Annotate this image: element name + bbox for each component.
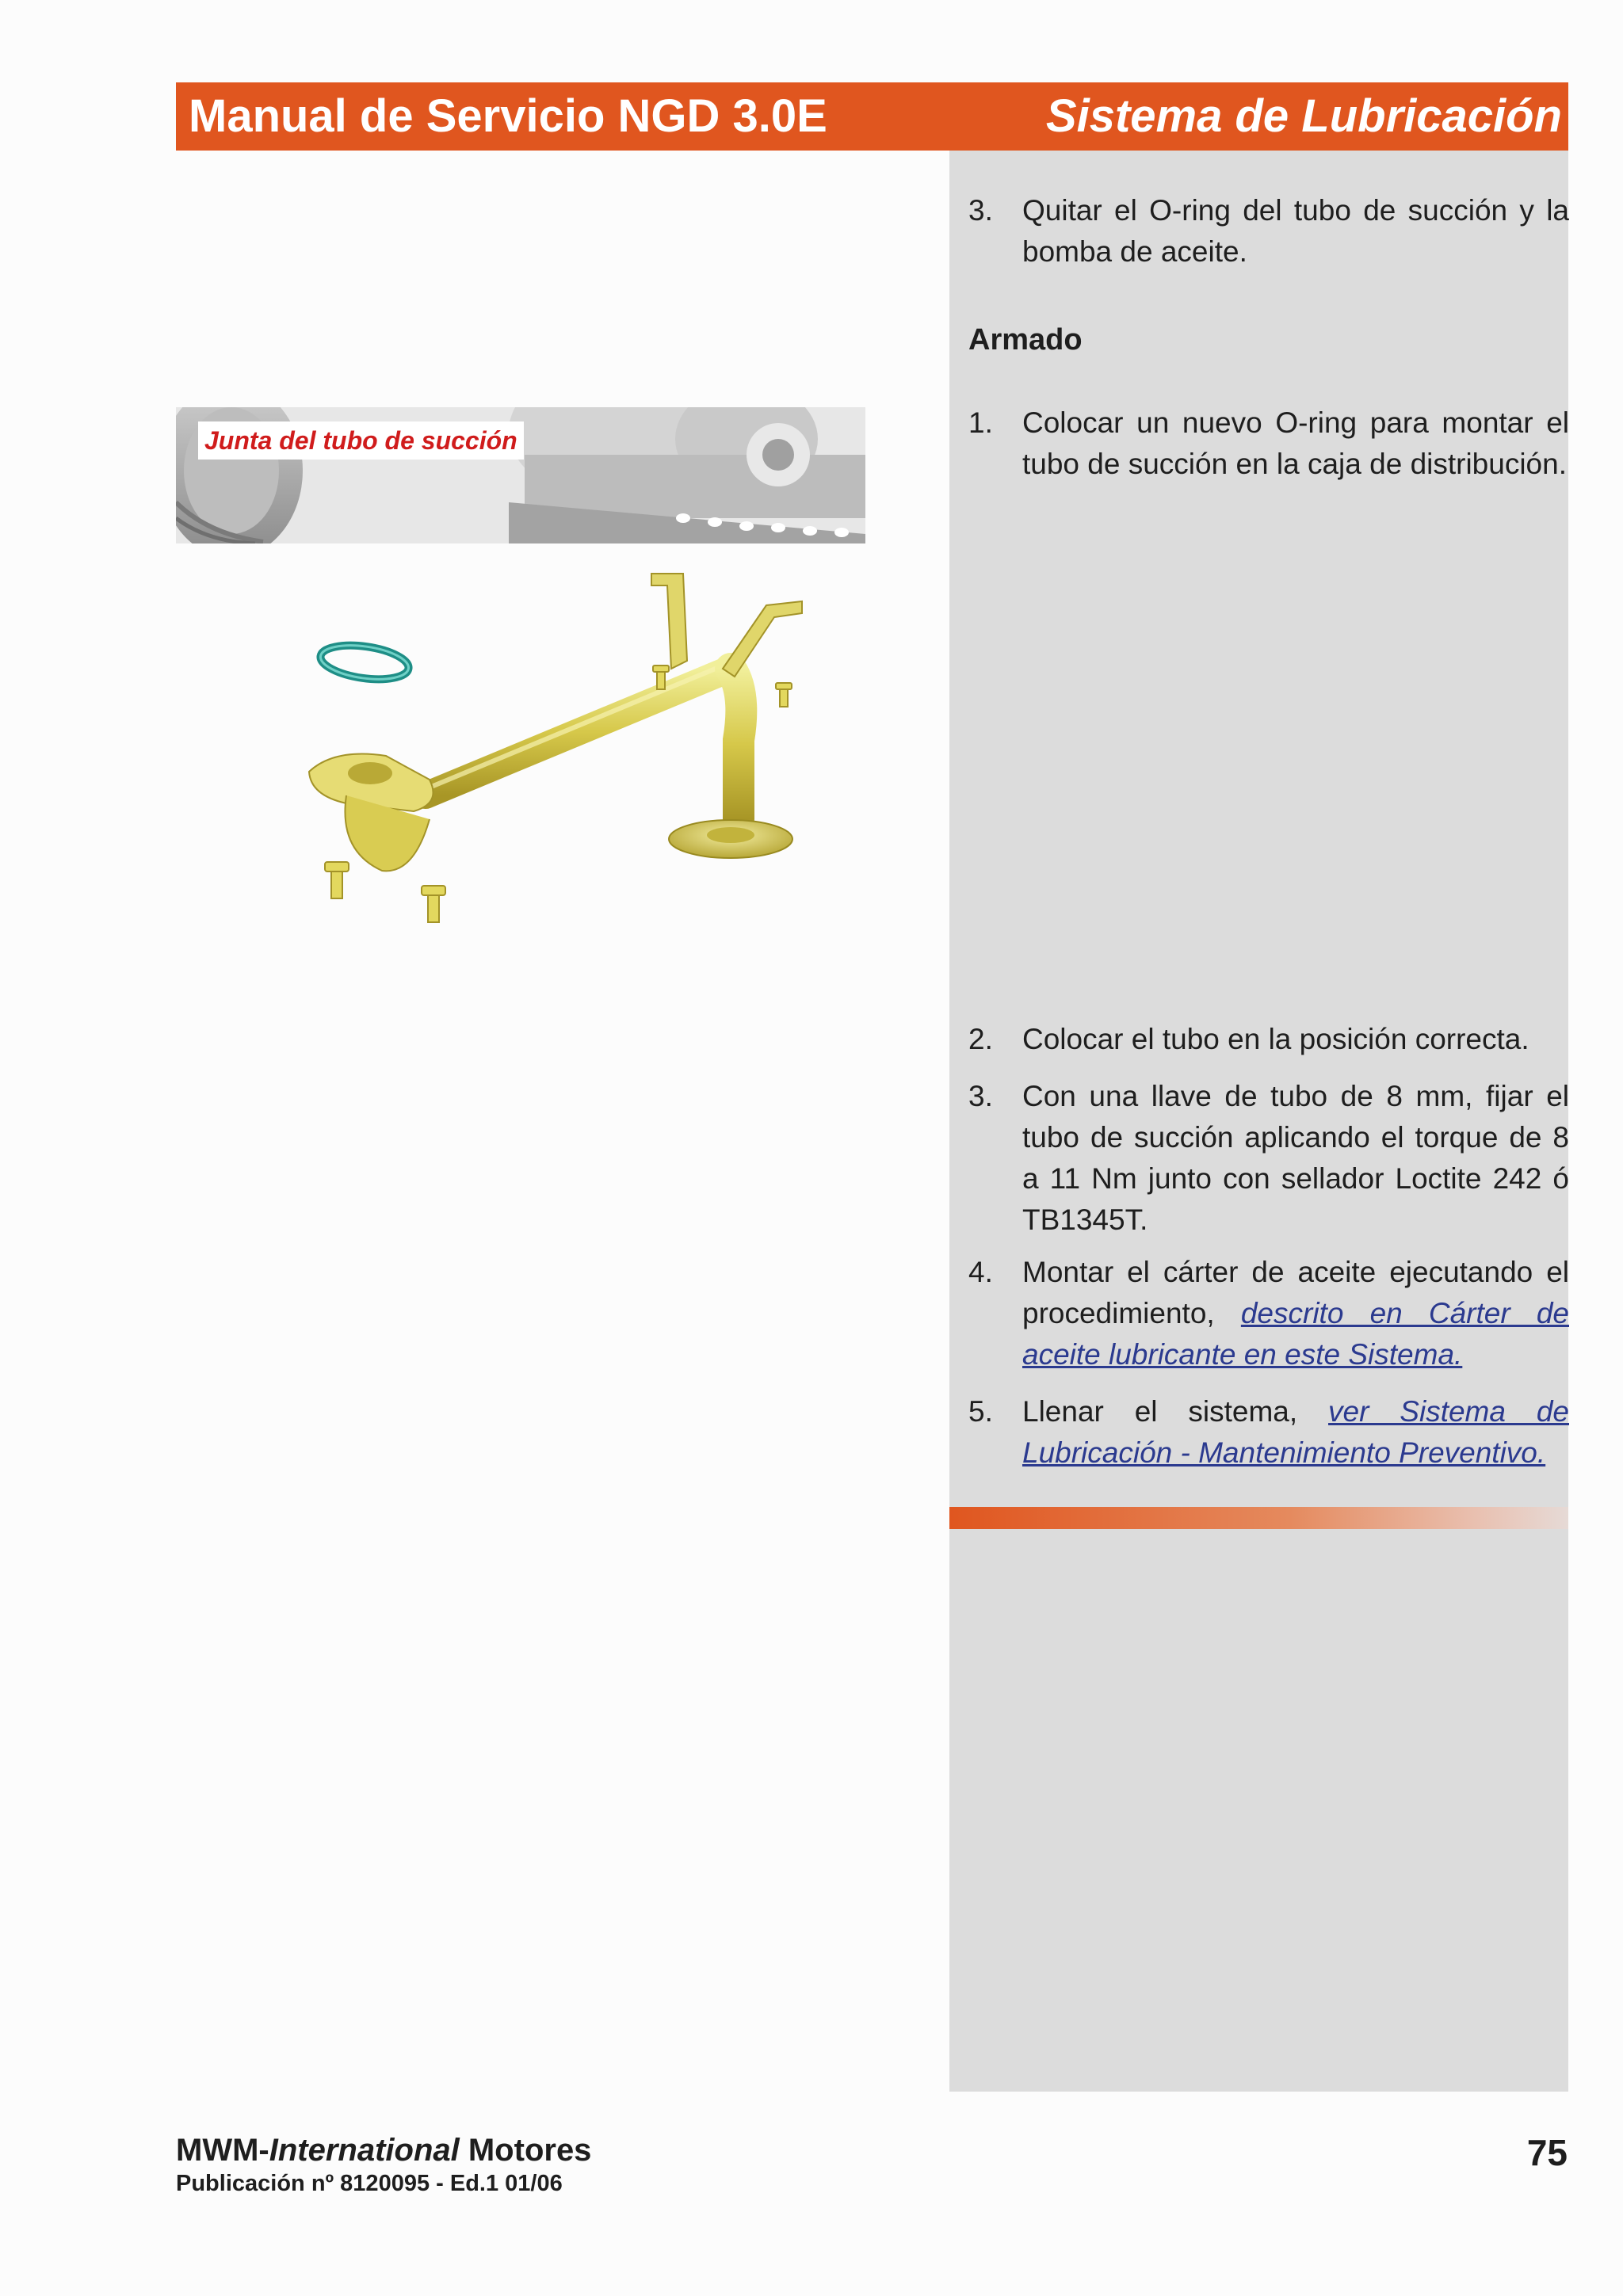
step-text: Colocar un nuevo O-ring para montar el tubo de succión en la caja de distribución.: [1022, 406, 1569, 480]
brand-italic: International: [269, 2133, 460, 2168]
mantenimiento-link[interactable]: ver Sistema de Lubricación - Mantenimiento Preventivo.: [1022, 1395, 1569, 1469]
publication-info: Publicación nº 8120095 - Ed.1 01/06: [176, 2171, 563, 2196]
gasket-callout-label: Junta del tubo de succión: [198, 421, 524, 460]
suction-tube-figure: [176, 407, 865, 962]
step-text-plain: Montar el cárter de aceite ejecutando el procedimiento,: [1022, 1256, 1569, 1329]
brand-prefix: MWM-: [176, 2133, 269, 2168]
page-number: 75: [1526, 2132, 1568, 2173]
step-number: 3.: [968, 194, 993, 227]
section-title: Sistema de Lubricación: [1045, 90, 1562, 142]
step-text: [1022, 1391, 1569, 1474]
step-number: 5.: [968, 1395, 993, 1428]
step-number: 2.: [968, 1023, 993, 1055]
step-number: 3.: [968, 1080, 993, 1112]
step-number: 1.: [968, 406, 993, 439]
brand-suffix: Motores: [459, 2133, 592, 2168]
step-text: Quitar el O-ring del tubo de succión y la bomba de aceite.: [1022, 194, 1569, 268]
step-text: [1022, 1252, 1569, 1375]
step-text: Colocar el tubo en la posición correcta.: [1022, 1023, 1529, 1055]
manual-title: Manual de Servicio NGD 3.0E: [189, 90, 827, 142]
footer-brand: [176, 2133, 591, 2168]
step-text-plain: Llenar el sistema,: [1022, 1395, 1329, 1428]
page-header: [176, 82, 1568, 151]
suction-tube-illustration: [176, 407, 865, 962]
armado-heading: Armado: [968, 323, 1083, 357]
section-divider-bar: [949, 1507, 1568, 1529]
step-text: Con una llave de tubo de 8 mm, fijar el tubo de succión aplicando el torque de 8 a 11 Nm junto con sellador Loctite 242 ó TB1345T.: [1022, 1080, 1569, 1236]
step-number: 4.: [968, 1256, 993, 1288]
carter-link[interactable]: descrito en Cárter de aceite lubricante en este Sistema.: [1022, 1297, 1569, 1371]
